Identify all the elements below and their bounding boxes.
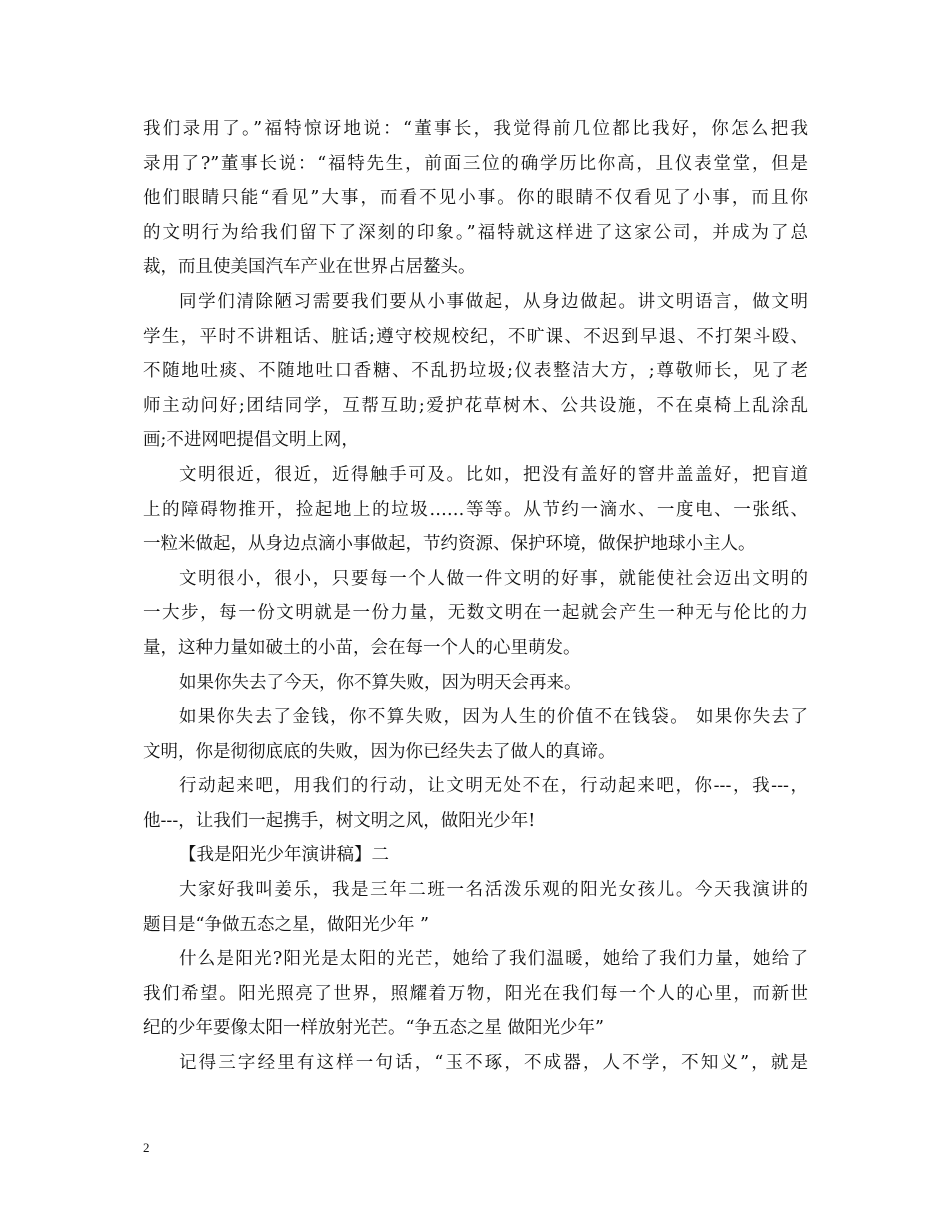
text-line: 他们眼睛只能“看见”大事，而看不见小事。你的眼睛不仅看见了小事，而且你	[143, 188, 808, 209]
text-line: 他---，让我们一起携手，树文明之风，做阳光少年!	[143, 810, 536, 831]
text-line: 如果你失去了今天，你不算失败，因为明天会再来。	[179, 672, 582, 693]
text-line: 记得三字经里有这样一句话，“玉不琢，不成器，人不学，不知义”，就是	[179, 1053, 808, 1074]
text-line: 题目是“争做五态之星，做阳光少年 ”	[143, 914, 429, 935]
text-line: 不随地吐痰、不随地吐口香糖、不乱扔垃圾;仪表整洁大方，;尊敬师长，见了老	[143, 361, 808, 382]
text-line: 上的障碍物推开，捡起地上的垃圾……等等。从节约一滴水、一度电、一张纸、	[143, 499, 808, 520]
text-line: 我们录用了。”福特惊讶地说：“董事长，我觉得前几位都比我好，你怎么把我	[143, 119, 808, 139]
text-line: 量，这种力量如破土的小苗，会在每一个人的心里萌发。	[143, 637, 581, 658]
text-line: 文明，你是彻彻底底的失败，因为你已经失去了做人的真谛。	[143, 741, 616, 762]
page-number: 2	[143, 1140, 150, 1155]
text-line: 如果你失去了金钱，你不算失败，因为人生的价值不在钱袋。 如果你失去了	[179, 707, 808, 728]
text-line: 一粒米做起，从身边点滴小事做起，节约资源、保护环境，做保护地球小主人。	[143, 534, 756, 555]
text-line: 文明很小，很小，只要每一个人做一件文明的好事，就能使社会迈出文明的	[179, 568, 808, 589]
text-line: 大家好我叫姜乐，我是三年二班一名活泼乐观的阳光女孩儿。今天我演讲的	[179, 880, 808, 901]
text-line: 文明很近，很近，近得触手可及。比如，把没有盖好的窨井盖盖好，把盲道	[179, 464, 808, 485]
text-line: 什么是阳光?阳光是太阳的光芒，她给了我们温暖，她给了我们力量，她给了	[179, 949, 808, 970]
text-line: 【我是阳光少年演讲稿】二	[179, 845, 389, 866]
text-line: 录用了?”董事长说：“福特先生，前面三位的确学历比你高，且仪表堂堂，但是	[143, 153, 808, 174]
text-line: 一大步，每一份文明就是一份力量，无数文明在一起就会产生一种无与伦比的力	[143, 603, 808, 624]
text-line: 同学们清除陋习需要我们要从小事做起，从身边做起。讲文明语言，做文明	[179, 291, 808, 312]
text-line: 我们希望。阳光照亮了世界，照耀着万物，阳光在我们每一个人的心里，而新世	[143, 983, 808, 1004]
text-line: 学生，平时不讲粗话、脏话;遵守校规校纪，不旷课、不迟到早退、不打架斗殴、	[143, 326, 808, 347]
text-line: 纪的少年要像太阳一样放射光芒。“争五态之星 做阳光少年”	[143, 1018, 604, 1039]
text-line: 的文明行为给我们留下了深刻的印象。”福特就这样进了这家公司，并成为了总	[143, 222, 808, 243]
text-line: 师主动问好;团结同学，互帮互助;爱护花草树木、公共设施，不在桌椅上乱涂乱	[143, 395, 808, 416]
text-line: 裁，而且使美国汽车产业在世界占居鳌头。	[143, 257, 476, 278]
text-line: 行动起来吧，用我们的行动，让文明无处不在，行动起来吧，你---，我---，	[179, 776, 808, 797]
body-text	[143, 112, 808, 1081]
text-line: 画;不进网吧提倡文明上网，	[143, 430, 359, 451]
